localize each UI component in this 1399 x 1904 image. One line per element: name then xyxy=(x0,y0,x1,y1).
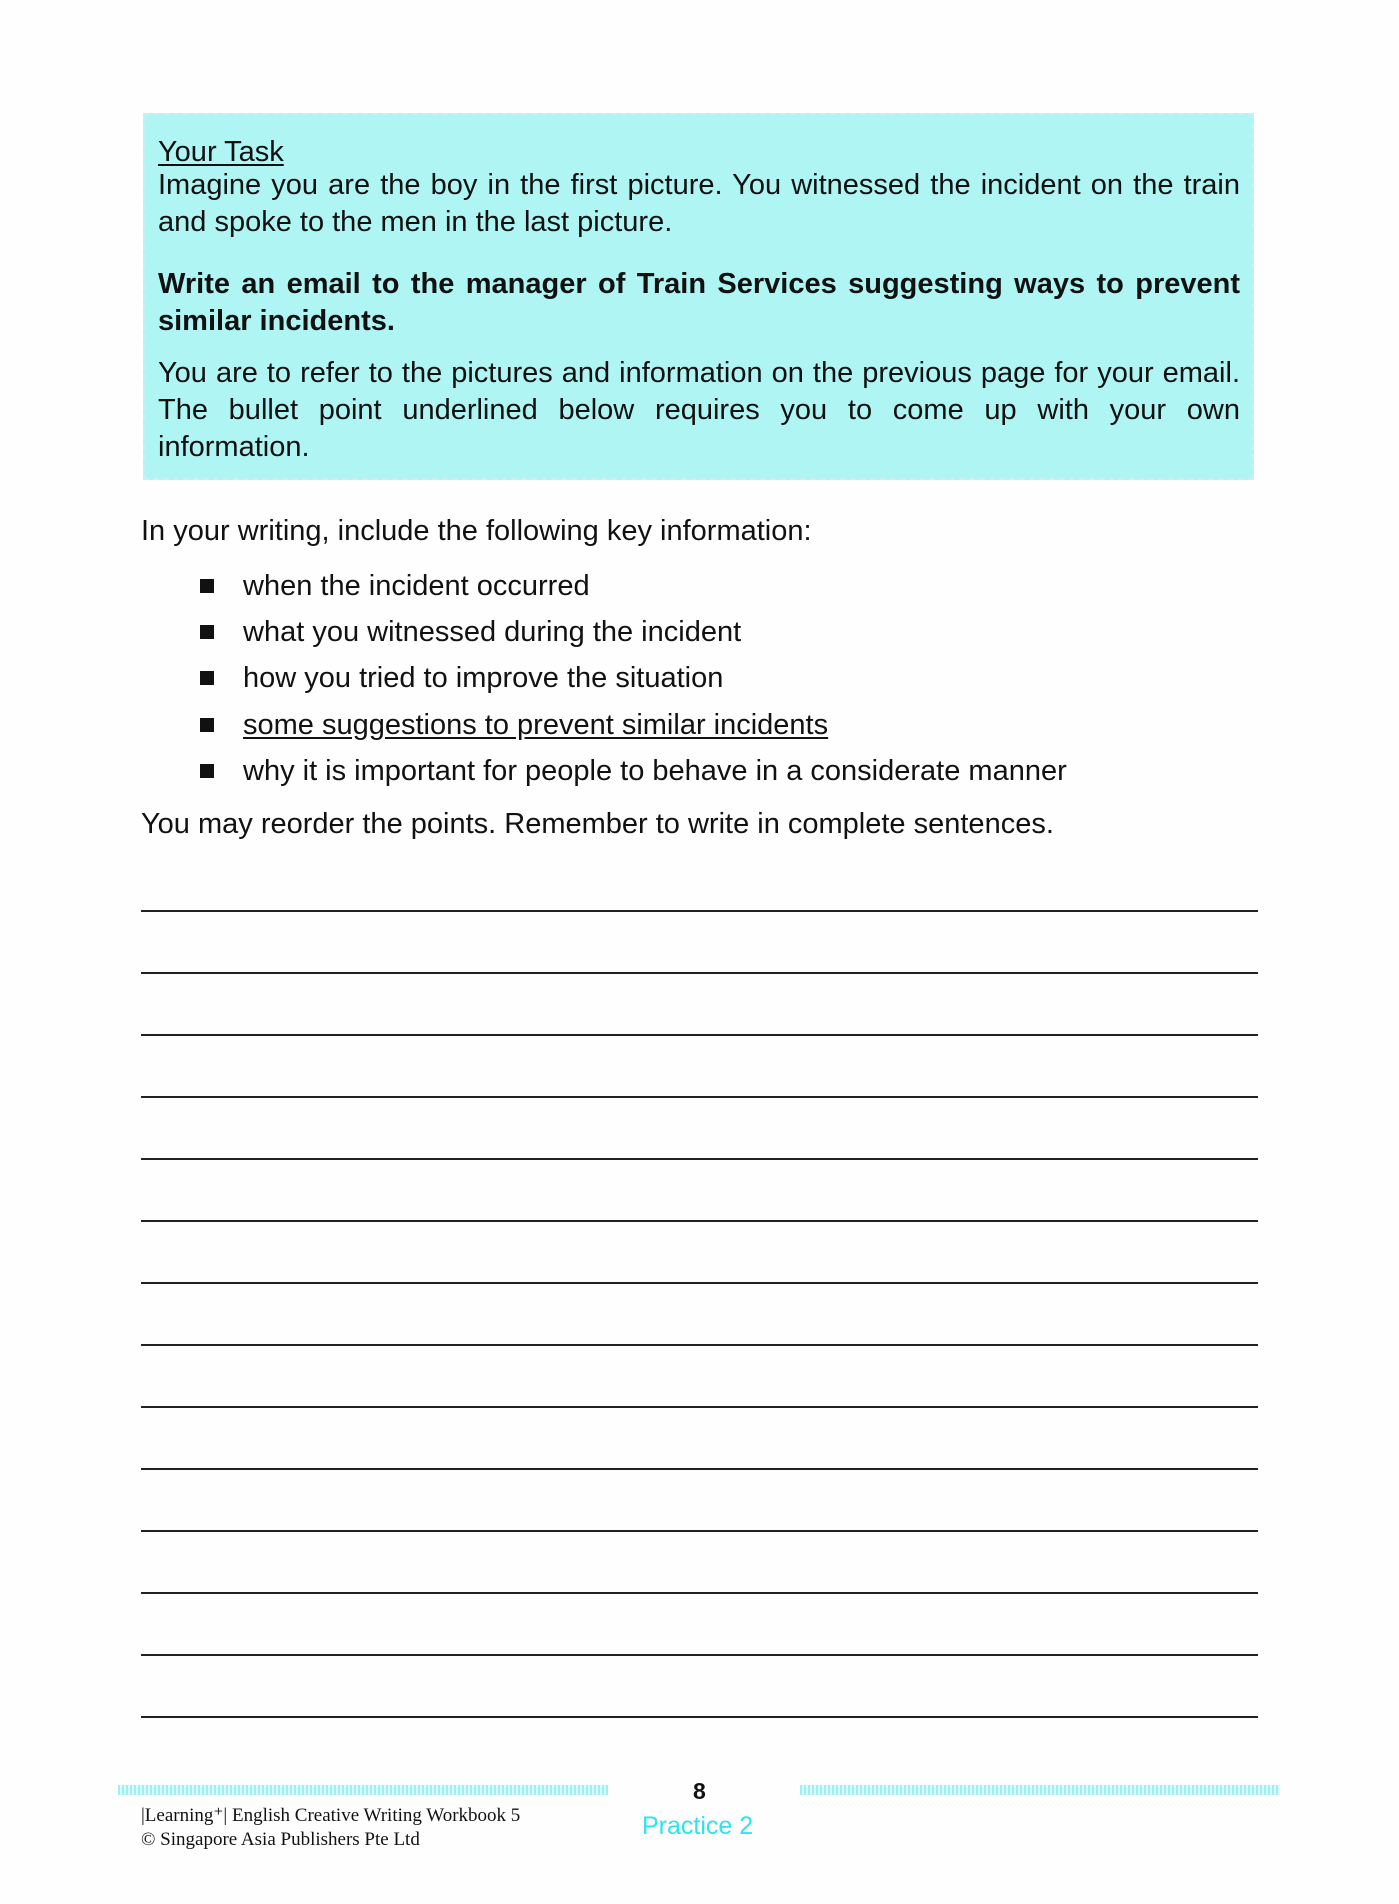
footer-band-right xyxy=(800,1785,1280,1795)
writing-line[interactable] xyxy=(141,1592,1258,1594)
page-number: 8 xyxy=(693,1778,706,1804)
writing-line[interactable] xyxy=(141,1220,1258,1222)
task-paragraph-1: Imagine you are the boy in the first picture. You witnessed the incident on the train and spoke to the men in the last picture. xyxy=(158,169,1240,238)
writing-line[interactable] xyxy=(141,972,1258,974)
writing-line[interactable] xyxy=(141,1282,1258,1284)
practice-label: Practice 2 xyxy=(642,1812,754,1840)
square-bullet-icon xyxy=(200,671,214,685)
square-bullet-icon xyxy=(200,764,214,778)
task-paragraph-3: You are to refer to the pictures and information on the previous page for your email. The bullet point underlined below requires you to come up with your own information. xyxy=(158,357,1240,463)
bullet-item: why it is important for people to behave in a considerate manner xyxy=(200,754,1067,788)
writing-line[interactable] xyxy=(141,1034,1258,1036)
bullet-item: what you witnessed during the incident xyxy=(200,615,741,649)
copyright: © Singapore Asia Publishers Pte Ltd xyxy=(141,1829,420,1850)
closing-instruction: You may reorder the points. Remember to write in complete sentences. xyxy=(141,808,1054,840)
bullet-item: how you tried to improve the situation xyxy=(200,661,723,695)
writing-line[interactable] xyxy=(141,1530,1258,1532)
book-title: |Learning⁺| English Creative Writing Workbook 5 xyxy=(141,1805,521,1826)
square-bullet-icon xyxy=(200,579,214,593)
task-title: Your Task xyxy=(158,136,284,168)
square-bullet-icon xyxy=(200,718,214,732)
writing-line[interactable] xyxy=(141,1468,1258,1470)
writing-line[interactable] xyxy=(141,1406,1258,1408)
writing-line[interactable] xyxy=(141,1344,1258,1346)
writing-line[interactable] xyxy=(141,1096,1258,1098)
bullet-item-underlined: some suggestions to prevent similar incidents xyxy=(200,708,828,742)
writing-line[interactable] xyxy=(141,910,1258,912)
key-info-intro: In your writing, include the following key information: xyxy=(141,515,812,547)
writing-line[interactable] xyxy=(141,1716,1258,1718)
footer-band-left xyxy=(118,1785,608,1795)
writing-line[interactable] xyxy=(141,1158,1258,1160)
bullet-item: when the incident occurred xyxy=(200,569,590,603)
task-instruction-bold: Write an email to the manager of Train Services suggesting ways to prevent similar incidents. xyxy=(158,268,1240,337)
writing-line[interactable] xyxy=(141,1654,1258,1656)
square-bullet-icon xyxy=(200,625,214,639)
